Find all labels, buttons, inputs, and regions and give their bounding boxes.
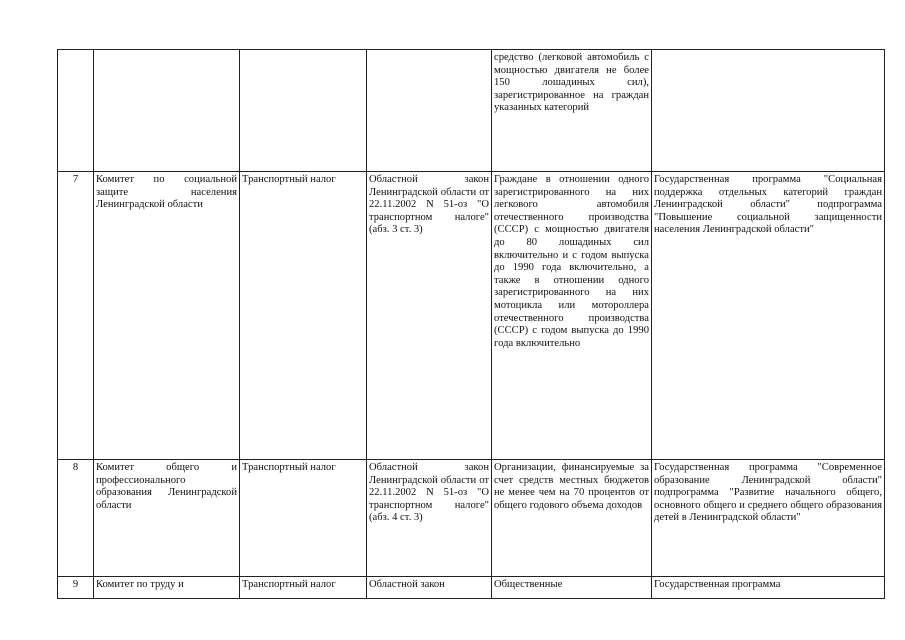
benefits-table bbox=[57, 49, 885, 599]
responsible-body: Комитет общего и профессионального образования Ленинградской области bbox=[94, 460, 240, 577]
row-number: 9 bbox=[58, 577, 94, 599]
table-row bbox=[58, 577, 885, 599]
tax-type: Транспортный налог bbox=[240, 172, 367, 460]
state-program: Государственная программа bbox=[652, 577, 885, 599]
beneficiary-category: Организации, финансируемые за счет средств местных бюджетов не менее чем на 70 процентов от общего годового объема доходов bbox=[492, 460, 652, 577]
table-row bbox=[58, 50, 885, 172]
state-program bbox=[652, 50, 885, 172]
tax-type: Транспортный налог bbox=[240, 460, 367, 577]
state-program: Государственная программа "Современное образование Ленинградской области" подпрограмма "Развитие начального общего, основного общего и среднего общего образования детей в Ленинградской области" bbox=[652, 460, 885, 577]
responsible-body: Комитет по труду и bbox=[94, 577, 240, 599]
table-row bbox=[58, 172, 885, 460]
legal-act: Областной закон Ленинградской области от 22.11.2002 N 51-оз "О транспортном налоге" (абз. 3 ст. 3) bbox=[367, 172, 492, 460]
legal-act bbox=[367, 50, 492, 172]
table-row bbox=[58, 460, 885, 577]
state-program: Государственная программа "Социальная поддержка отдельных категорий граждан Ленинградской области" подпрограмма "Повышение социальной защищенности населения Ленинградской области" bbox=[652, 172, 885, 460]
tax-type bbox=[240, 50, 367, 172]
row-number: 8 bbox=[58, 460, 94, 577]
responsible-body: Комитет по социальной защите населения Ленинградской области bbox=[94, 172, 240, 460]
beneficiary-category: Общественные bbox=[492, 577, 652, 599]
legal-act: Областной закон bbox=[367, 577, 492, 599]
tax-type: Транспортный налог bbox=[240, 577, 367, 599]
beneficiary-category: средство (легковой автомобиль с мощностью двигателя не более 150 лошадиных сил), зарегистрированное на граждан указанных категорий bbox=[492, 50, 652, 172]
beneficiary-category: Граждане в отношении одного зарегистрированного на них легкового автомобиля отечественного производства (СССР) с мощностью двигателя до 80 лошадиных сил включительно и с годом выпуска до 1990 года включительно, а также в отношении одного зарегистрированного на них мотоцикла или мотороллера отечественного производства (СССР) с годом выпуска до 1990 года включительно bbox=[492, 172, 652, 460]
legal-act: Областной закон Ленинградской области от 22.11.2002 N 51-оз "О транспортном налоге" (абз. 4 ст. 3) bbox=[367, 460, 492, 577]
row-number bbox=[58, 50, 94, 172]
responsible-body bbox=[94, 50, 240, 172]
row-number: 7 bbox=[58, 172, 94, 460]
